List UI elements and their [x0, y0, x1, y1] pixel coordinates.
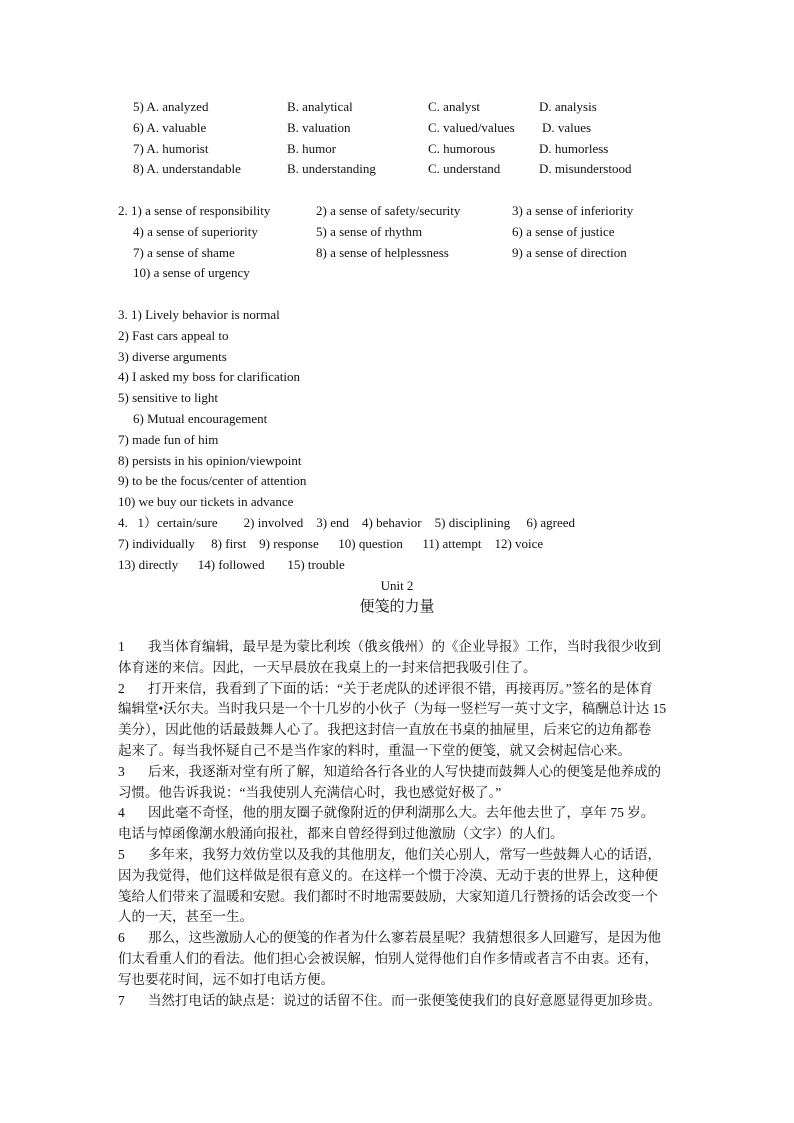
option-cell: D. values [542, 119, 592, 135]
paragraph-text: 当然打电话的缺点是：说过的话留不住。而一张便笺使我们的良好意愿显得更加珍贵。 [148, 992, 661, 1008]
answer-row [0, 222, 794, 242]
paragraph-text: 笺给人们带来了温暖和安慰。我们都时不时地需要鼓励，大家知道几行赞扬的话会改变一个 [118, 888, 658, 904]
answer-line [0, 513, 794, 533]
paragraph-text: 编辑堂•沃尔夫。当时我只是一个十几岁的小伙子（为每一竖栏写一英寸文字，稿酬总计达 15 [118, 701, 667, 717]
paragraph-text: 起来了。每当我怀疑自己不是当作家的料时，重温一下堂的便笺，就又会树起信心来。 [118, 742, 631, 758]
paragraph-text: 人的一天，甚至一生。 [118, 909, 253, 925]
paragraph-line [118, 658, 684, 679]
paragraph-text: 因为我觉得，他们这样做是很有意义的。在这样一个惯于冷漠、无动于衷的世界上，这种便 [118, 867, 658, 883]
paragraph-text: 写也要花时间，远不如打电话方便。 [118, 971, 334, 987]
paragraph-line [118, 907, 684, 928]
answer-row [0, 243, 794, 263]
paragraph-line [118, 991, 684, 1012]
paragraph-number: 4 [118, 805, 125, 821]
paragraph-number: 2 [118, 680, 125, 696]
option-cell: D. humorless [539, 140, 609, 156]
paragraph-number: 1 [118, 639, 125, 654]
answer-row [0, 263, 794, 283]
paragraph-text: 多年来，我努力效仿堂以及我的其他朋友，他们关心别人，常写一些鼓舞人心的话语， [148, 846, 661, 862]
paragraph-line [118, 783, 684, 804]
answer-cell: 9) a sense of direction [512, 244, 627, 260]
paragraph-line [118, 741, 684, 762]
paragraph-text: 因此毫不奇怪，他的朋友圈子就像附近的伊利湖那么大。去年他去世了，享年 75 岁。 [148, 805, 655, 821]
paragraph-number: 5 [118, 846, 125, 862]
paragraph-number: 6 [118, 930, 125, 946]
option-cell: D. analysis [539, 99, 597, 114]
article-body [118, 637, 684, 1011]
paragraph-text: 打开来信，我看到了下面的话：“关于老虎队的述评很不错，再接再厉。”签名的是体育 [148, 680, 653, 696]
option-row [0, 139, 794, 159]
option-cell: 6) A. valuable [133, 119, 207, 135]
answer-cell: 2) a sense of safety/security [316, 203, 461, 218]
answer-text: 6) Mutual encouragement [133, 411, 268, 426]
paragraph-text: 美分），因此他的话最鼓舞人心了。我把这封信一直放在书桌的抽屉里，后来它的边角都卷 [118, 722, 652, 738]
answer-text: 4) I asked my boss for clarification [118, 369, 300, 385]
article-title: 便笺的力量 [359, 599, 435, 615]
answer-cell: 6) a sense of justice [512, 223, 615, 239]
paragraph-line [118, 970, 684, 991]
answer-text: 8) persists in his opinion/viewpoint [118, 452, 302, 468]
answer-cell: 5) a sense of rhythm [316, 223, 423, 239]
answer-text: 13) directly 14) followed 15) trouble [118, 557, 345, 572]
paragraph [118, 845, 684, 928]
paragraph [118, 679, 684, 762]
answer-line [0, 534, 794, 554]
answer-text: 7) made fun of him [118, 431, 219, 447]
paragraph-line [118, 824, 684, 845]
answer-line [0, 326, 794, 346]
paragraph-line [118, 803, 684, 824]
answer-cell: 3) a sense of inferiority [512, 203, 634, 218]
answer-line [0, 367, 794, 387]
answer-cell: 8) a sense of helplessness [316, 244, 449, 260]
paragraph-line [118, 949, 684, 970]
option-cell: C. valued/values [428, 119, 515, 135]
option-cell: B. humor [287, 140, 337, 156]
answer-text: 4. 1）certain/sure 2) involved 3) end 4) behavior 5) disciplining 6) agreed [118, 515, 576, 530]
answer-line [0, 555, 794, 575]
paragraph-text: 后来，我逐渐对堂有所了解，知道给各行各业的人写快捷而鼓舞人心的便笺是他养成的 [148, 763, 661, 779]
paragraph-text: 那么，这些激励人心的便笺的作者为什么寥若晨星呢？我猜想很多人回避写，是因为他 [148, 930, 661, 946]
answer-text: 10) we buy our tickets in advance [118, 494, 294, 510]
paragraph-number: 7 [118, 992, 125, 1008]
answer-row [0, 201, 794, 221]
answer-line [0, 492, 794, 512]
paragraph-line [118, 887, 684, 908]
unit-title: Unit 2 [380, 578, 414, 593]
option-cell: 7) A. humorist [133, 140, 209, 156]
option-cell: B. analytical [287, 99, 353, 114]
option-cell: B. understanding [287, 161, 376, 177]
paragraph-text: 电话与悼函像潮水般涌向报社，都来自曾经得到过他激励（文字）的人们。 [118, 826, 564, 842]
answer-cell: 10) a sense of urgency [133, 265, 250, 281]
answer-cell: 4) a sense of superiority [133, 223, 258, 239]
paragraph-line [118, 679, 684, 700]
paragraph-line [118, 866, 684, 887]
paragraph-text: 体育迷的来信。因此，一天早晨放在我桌上的一封来信把我吸引住了。 [118, 659, 537, 675]
option-row [0, 159, 794, 179]
option-row [0, 97, 794, 117]
option-cell: C. humorous [428, 140, 496, 156]
paragraph-line [118, 845, 684, 866]
paragraph-text: 我当体育编辑，最早是为蒙比利埃（俄亥俄州）的《企业导报》工作，当时我很少收到 [148, 639, 661, 654]
option-cell: 5) A. analyzed [133, 99, 209, 114]
option-cell: 8) A. understandable [133, 161, 241, 177]
answer-line [0, 409, 794, 429]
answer-line [0, 451, 794, 471]
paragraph [118, 762, 684, 804]
answer-text: 9) to be the focus/center of attention [118, 473, 307, 489]
paragraph [118, 803, 684, 845]
answer-line [0, 347, 794, 367]
answer-line [0, 388, 794, 408]
answer-text: 7) individually 8) first 9) response 10) question 11) attempt 12) voice [118, 536, 544, 551]
paragraph-line [118, 637, 684, 658]
paragraph [118, 928, 684, 990]
answer-line [0, 305, 794, 325]
paragraph-text: 们太看重人们的看法。他们担心会被误解，怕别人觉得他们自作多情或者言不由衷。还有， [118, 950, 658, 966]
answer-text: 3. 1) Lively behavior is normal [118, 307, 280, 322]
paragraph-line [118, 720, 684, 741]
answer-line [0, 430, 794, 450]
option-cell: D. misunderstood [539, 161, 632, 177]
paragraph [118, 637, 684, 679]
paragraph-line [118, 699, 684, 720]
answer-text: 2) Fast cars appeal to [118, 327, 229, 343]
paragraph [118, 991, 684, 1012]
paragraph-text: 习惯。他告诉我说：“当我使别人充满信心时，我也感觉好极了。” [118, 784, 502, 800]
option-cell: C. understand [428, 161, 501, 177]
paragraph-line [118, 928, 684, 949]
answer-text: 3) diverse arguments [118, 348, 227, 364]
option-cell: B. valuation [287, 119, 351, 135]
answer-cell: 2. 1) a sense of responsibility [118, 203, 271, 218]
option-row [0, 118, 794, 138]
answer-text: 5) sensitive to light [118, 390, 219, 406]
paragraph-line [118, 762, 684, 783]
option-cell: C. analyst [428, 99, 480, 114]
answer-cell: 7) a sense of shame [133, 244, 235, 260]
answer-line [0, 471, 794, 491]
paragraph-number: 3 [118, 763, 125, 779]
